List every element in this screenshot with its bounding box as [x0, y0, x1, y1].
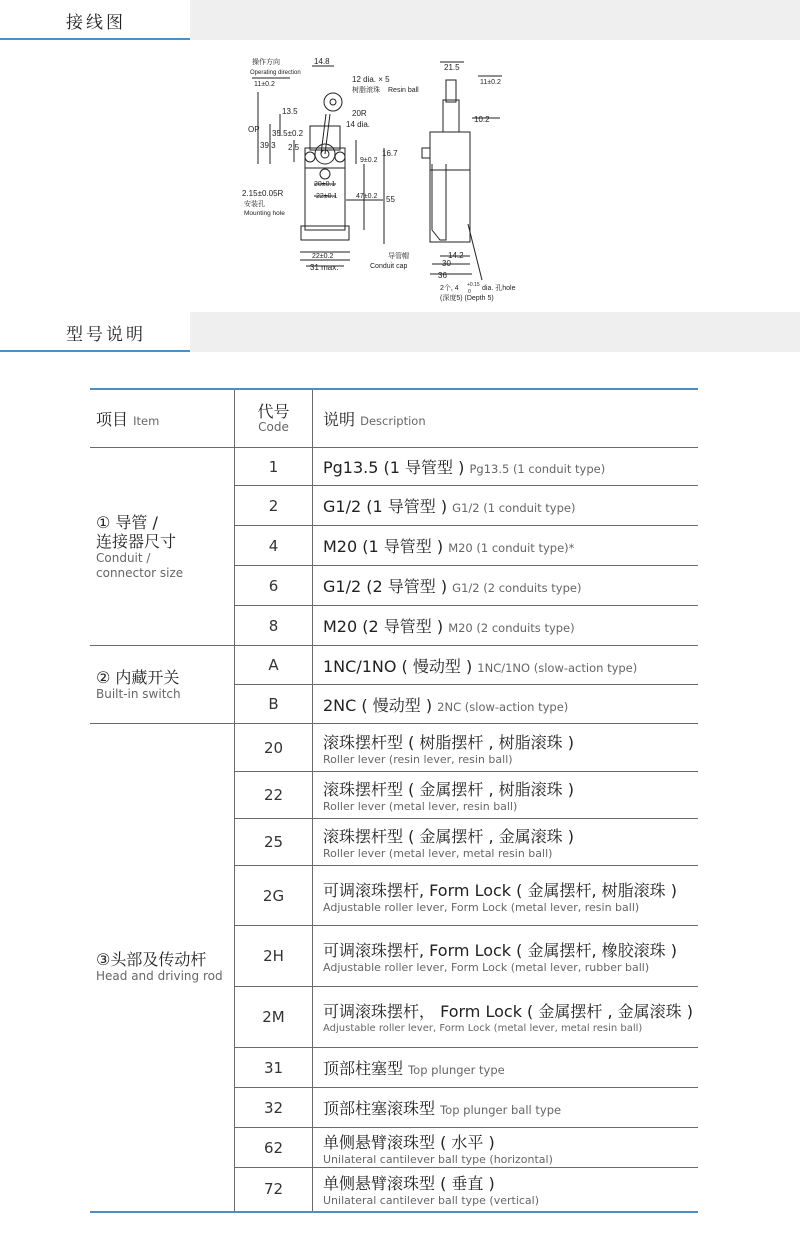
header-item: 项目 Item — [90, 389, 235, 448]
section-header-wiring — [0, 0, 800, 40]
svg-text:21.5: 21.5 — [444, 63, 460, 72]
resin-ball-en: Resin ball — [388, 87, 419, 94]
dimension-drawing — [0, 44, 800, 314]
mount-radius: 2.15±0.05R — [242, 189, 284, 198]
op-label: OP — [248, 125, 260, 134]
row-desc: 可调滚珠摆杆, Form Lock ( 金属摆杆, 橡胶滚珠 ) Adjustable roller lever, Form Lock (metal lever, rubber ball) — [313, 926, 699, 987]
row-code: 2H — [235, 926, 313, 987]
row-desc: 单侧悬臂滚珠型 ( 水平 ) Unilateral cantilever ball type (horizontal) — [313, 1128, 699, 1168]
row-desc: 滚珠摆杆型 ( 树脂摆杆 , 树脂滚珠 ) Roller lever (resin lever, resin ball) — [313, 724, 699, 772]
svg-text:14.2: 14.2 — [448, 251, 464, 260]
svg-text:0: 0 — [468, 289, 471, 295]
row-desc: 滚珠摆杆型 ( 金属摆杆 , 树脂滚珠 ) Roller lever (metal lever, resin ball) — [313, 772, 699, 819]
row-desc: 2NC ( 慢动型 ) 2NC (slow-action type) — [313, 685, 699, 724]
row-desc: M20 (1 导管型 ) M20 (1 conduit type)* — [313, 526, 699, 566]
row-desc: G1/2 (2 导管型 ) G1/2 (2 conduits type) — [313, 566, 699, 606]
row-code: 4 — [235, 526, 313, 566]
row-code: 25 — [235, 819, 313, 866]
svg-text:31 max.: 31 max. — [310, 263, 339, 272]
row-desc: Pg13.5 (1 导管型 ) Pg13.5 (1 conduit type) — [313, 448, 699, 486]
row-code: 8 — [235, 606, 313, 646]
dimension-drawing-svg — [0, 44, 800, 314]
hole-depth: (深度5) (Depth 5) — [440, 295, 494, 302]
row-code: 6 — [235, 566, 313, 606]
row-desc: 滚珠摆杆型 ( 金属摆杆 , 金属滚珠 ) Roller lever (metal lever, metal resin ball) — [313, 819, 699, 866]
svg-text:14 dia.: 14 dia. — [346, 120, 371, 129]
svg-text:12 dia. × 5: 12 dia. × 5 — [352, 75, 390, 84]
roller-ball — [324, 93, 342, 111]
switch-body-front — [305, 148, 345, 230]
row-code: 2M — [235, 987, 313, 1048]
op-dir-en: Operating direction — [250, 70, 301, 76]
row-code: 20 — [235, 724, 313, 772]
group-switch: ② 内藏开关 Built-in switch — [90, 646, 235, 724]
section-header-model — [0, 312, 800, 352]
header-code: 代号 Code — [235, 389, 313, 448]
hole-label-zh: 2个, 4 — [440, 285, 459, 292]
svg-text:30: 30 — [442, 259, 451, 268]
svg-text:36: 36 — [438, 271, 447, 280]
row-code: B — [235, 685, 313, 724]
row-code: 2G — [235, 866, 313, 926]
group-conduit: ① 导管 / 连接器尺寸 Conduit / connector size — [90, 448, 235, 646]
switch-body-side — [430, 132, 470, 242]
svg-text:22±0.1: 22±0.1 — [316, 193, 338, 200]
svg-text:22±0.2: 22±0.2 — [312, 253, 334, 260]
row-desc: 单侧悬臂滚珠型 ( 垂直 ) Unilateral cantilever ball type (vertical) — [313, 1168, 699, 1212]
conduit-cap-zh: 导管帽 — [388, 253, 409, 260]
row-desc: M20 (2 导管型 ) M20 (2 conduits type) — [313, 606, 699, 646]
group-head: ③头部及传动杆 Head and driving rod — [90, 724, 235, 1212]
svg-text:39.3: 39.3 — [260, 141, 276, 150]
table-row — [90, 448, 698, 486]
resin-ball-zh: 树脂滚珠 — [352, 87, 380, 94]
model-spec-table — [90, 388, 698, 1213]
row-desc: 可调滚珠摆杆， Form Lock ( 金属摆杆 , 金属滚珠 ) Adjustable roller lever, Form Lock (metal lever, metal resin ball) — [313, 987, 699, 1048]
hole-label-en: dia. 孔hole — [482, 285, 516, 292]
svg-text:16.7: 16.7 — [382, 149, 398, 158]
row-code: 22 — [235, 772, 313, 819]
row-code: 1 — [235, 448, 313, 486]
svg-text:35.5±0.2: 35.5±0.2 — [272, 129, 304, 138]
svg-text:20R: 20R — [352, 109, 367, 118]
op-dir-zh: 操作方向 — [252, 59, 280, 66]
svg-text:10.2: 10.2 — [474, 115, 490, 124]
section-title: 接线图 — [66, 13, 126, 33]
svg-text:+0.15: +0.15 — [467, 282, 480, 288]
mount-zh: 安装孔 — [244, 201, 265, 208]
svg-text:55: 55 — [386, 195, 395, 204]
row-code: 2 — [235, 486, 313, 526]
svg-text:47±0.2: 47±0.2 — [356, 193, 378, 200]
header-desc: 说明 Description — [323, 410, 426, 429]
row-code: 31 — [235, 1048, 313, 1088]
svg-text:2.5: 2.5 — [288, 143, 300, 152]
conduit-cap-en: Conduit cap — [370, 263, 408, 270]
row-desc: G1/2 (1 导管型 ) G1/2 (1 conduit type) — [313, 486, 699, 526]
row-desc: 顶部柱塞滚珠型 Top plunger ball type — [313, 1088, 699, 1128]
svg-text:11±0.2: 11±0.2 — [480, 79, 501, 86]
section-title: 型号说明 — [66, 325, 146, 345]
table-header-row — [90, 389, 698, 448]
table-row — [90, 724, 698, 772]
row-code: 62 — [235, 1128, 313, 1168]
table-row — [90, 646, 698, 685]
svg-text:14.8: 14.8 — [314, 57, 330, 66]
mount-en: Mounting hole — [244, 210, 285, 217]
svg-text:9±0.2: 9±0.2 — [360, 157, 378, 164]
row-desc: 1NC/1NO ( 慢动型 ) 1NC/1NO (slow-action type) — [313, 646, 699, 685]
row-code: 32 — [235, 1088, 313, 1128]
svg-text:20±0.1: 20±0.1 — [314, 181, 336, 188]
row-code: A — [235, 646, 313, 685]
svg-text:11±0.2: 11±0.2 — [254, 81, 275, 88]
row-code: 72 — [235, 1168, 313, 1212]
row-desc: 可调滚珠摆杆, Form Lock ( 金属摆杆, 树脂滚珠 ) Adjustable roller lever, Form Lock (metal lever, resin ball) — [313, 866, 699, 926]
row-desc: 顶部柱塞型 Top plunger type — [313, 1048, 699, 1088]
svg-text:13.5: 13.5 — [282, 107, 298, 116]
